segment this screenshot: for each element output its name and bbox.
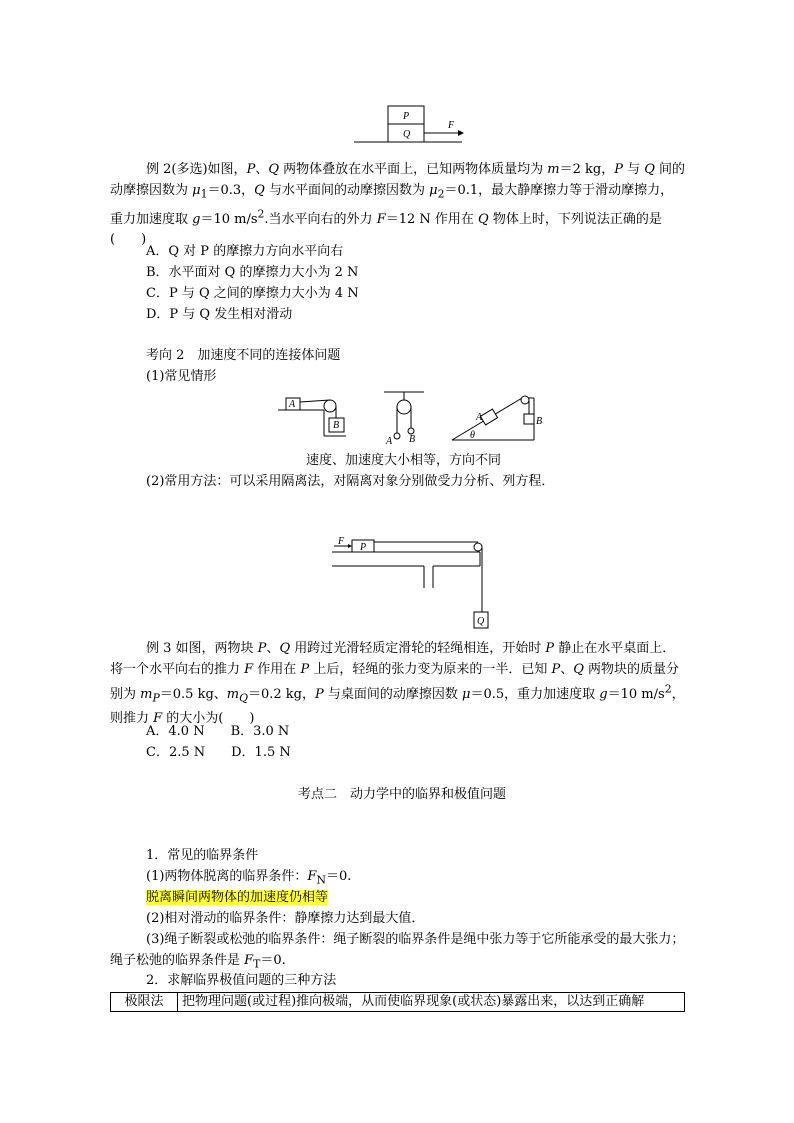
fig2-theta: θ xyxy=(470,430,475,441)
critical-condition-2: (2)相对滑动的临界条件：静摩擦力达到最大值． xyxy=(146,911,425,926)
fig2-b1: B xyxy=(333,420,340,431)
critical-condition-1: (1)两物体脱离的临界条件：$F_N=0$. xyxy=(146,869,352,887)
fig3-p: P xyxy=(360,542,367,553)
example-3-stem: 例 3 如图，两物块 P、Q 用跨过光滑轻质定滑轮的轻绳相连，开始时 P 静止在水平桌面上．将一个水平向右的推力 F 作用在 P 上后，轻绳的张力变为原来的一半．已知 P、Q 两物块的质量分别为 $m_P=0.5$ kg、$m_Q=0.2$ kg，P 与桌面间的动摩擦因数 μ＝0.5，重力加速度取 g＝10 $m/s^2$，则推力 F 的大小为( ) xyxy=(110,641,685,727)
figure-table-pulley xyxy=(330,536,500,634)
critical-condition-3: (3)绳子断裂或松弛的临界条件：绳子断裂的临界条件是绳中张力等于它所能承受的最大张力；绳子松弛的临界条件是 $F_T=0$. xyxy=(110,932,685,971)
fig2-b3: B xyxy=(536,416,543,427)
ex2-option-c: C．P 与 Q 之间的摩擦力大小为 4 N xyxy=(146,286,359,301)
ex2-option-d: D．P 与 Q 发生相对滑动 xyxy=(146,307,293,322)
ex2-option-a: A．Q 对 P 的摩擦力方向水平向右 xyxy=(146,244,344,259)
ex3-options-cd: C．2.5 N D．1.5 N xyxy=(146,745,291,760)
common-cases: (1)常见情形 xyxy=(146,369,217,384)
methods-table xyxy=(110,992,685,1012)
direction-2-title: 考向 2 加速度不同的连接体问题 xyxy=(146,348,341,363)
fig3-f: F xyxy=(338,536,345,547)
fig2-a1: A xyxy=(289,399,296,410)
fig2-a2: A xyxy=(386,436,393,447)
section-2-title: 考点二 动力学中的临界和极值问题 xyxy=(298,787,507,802)
fig3-q: Q xyxy=(477,616,485,627)
figure-connected-bodies xyxy=(276,390,576,446)
ex2-option-b: B．水平面对 Q 的摩擦力大小为 2 N xyxy=(146,265,359,280)
figure-stacked-blocks xyxy=(350,104,470,146)
critical-heading: 1．常见的临界条件 xyxy=(146,848,259,863)
method-description: 把物理问题(或过程)推向极端，从而使临界现象(或状态)暴露出来，以达到正确解 xyxy=(178,993,685,1012)
ex3-options-ab: A．4.0 N B．3.0 N xyxy=(146,724,290,739)
table-row xyxy=(111,993,685,1012)
methods-heading: 2．求解临界极值问题的三种方法 xyxy=(146,973,337,988)
label-q: Q xyxy=(403,129,411,140)
fig2-a3: A xyxy=(476,412,483,423)
common-method: (2)常用方法：可以采用隔离法，对隔离对象分别做受力分析、列方程． xyxy=(146,474,555,489)
method-name: 极限法 xyxy=(111,993,178,1012)
example-2-stem: 例 2(多选)如图，P、Q 两物体叠放在水平面上，已知两物体质量均为 m＝2 kg，P 与 Q 间的动摩擦因数为 $\mu_1=0.3$，Q 与水平面间的动摩擦因数为 $\mu_2=0.1$，最大静摩擦力等于滑动摩擦力，重力加速度取 g＝10 $m/s^2$.当水平向右的外力 F＝12 N 作用在 Q 物体上时，下列说法正确的是( ) xyxy=(110,162,686,248)
highlighted-note: 脱离瞬间两物体的加速度仍相等 xyxy=(146,890,329,905)
label-f: F xyxy=(448,120,455,131)
label-p: P xyxy=(403,111,410,122)
fig2-b2: B xyxy=(409,434,416,445)
figure-caption: 速度、加速度大小相等，方向不同 xyxy=(306,453,502,468)
